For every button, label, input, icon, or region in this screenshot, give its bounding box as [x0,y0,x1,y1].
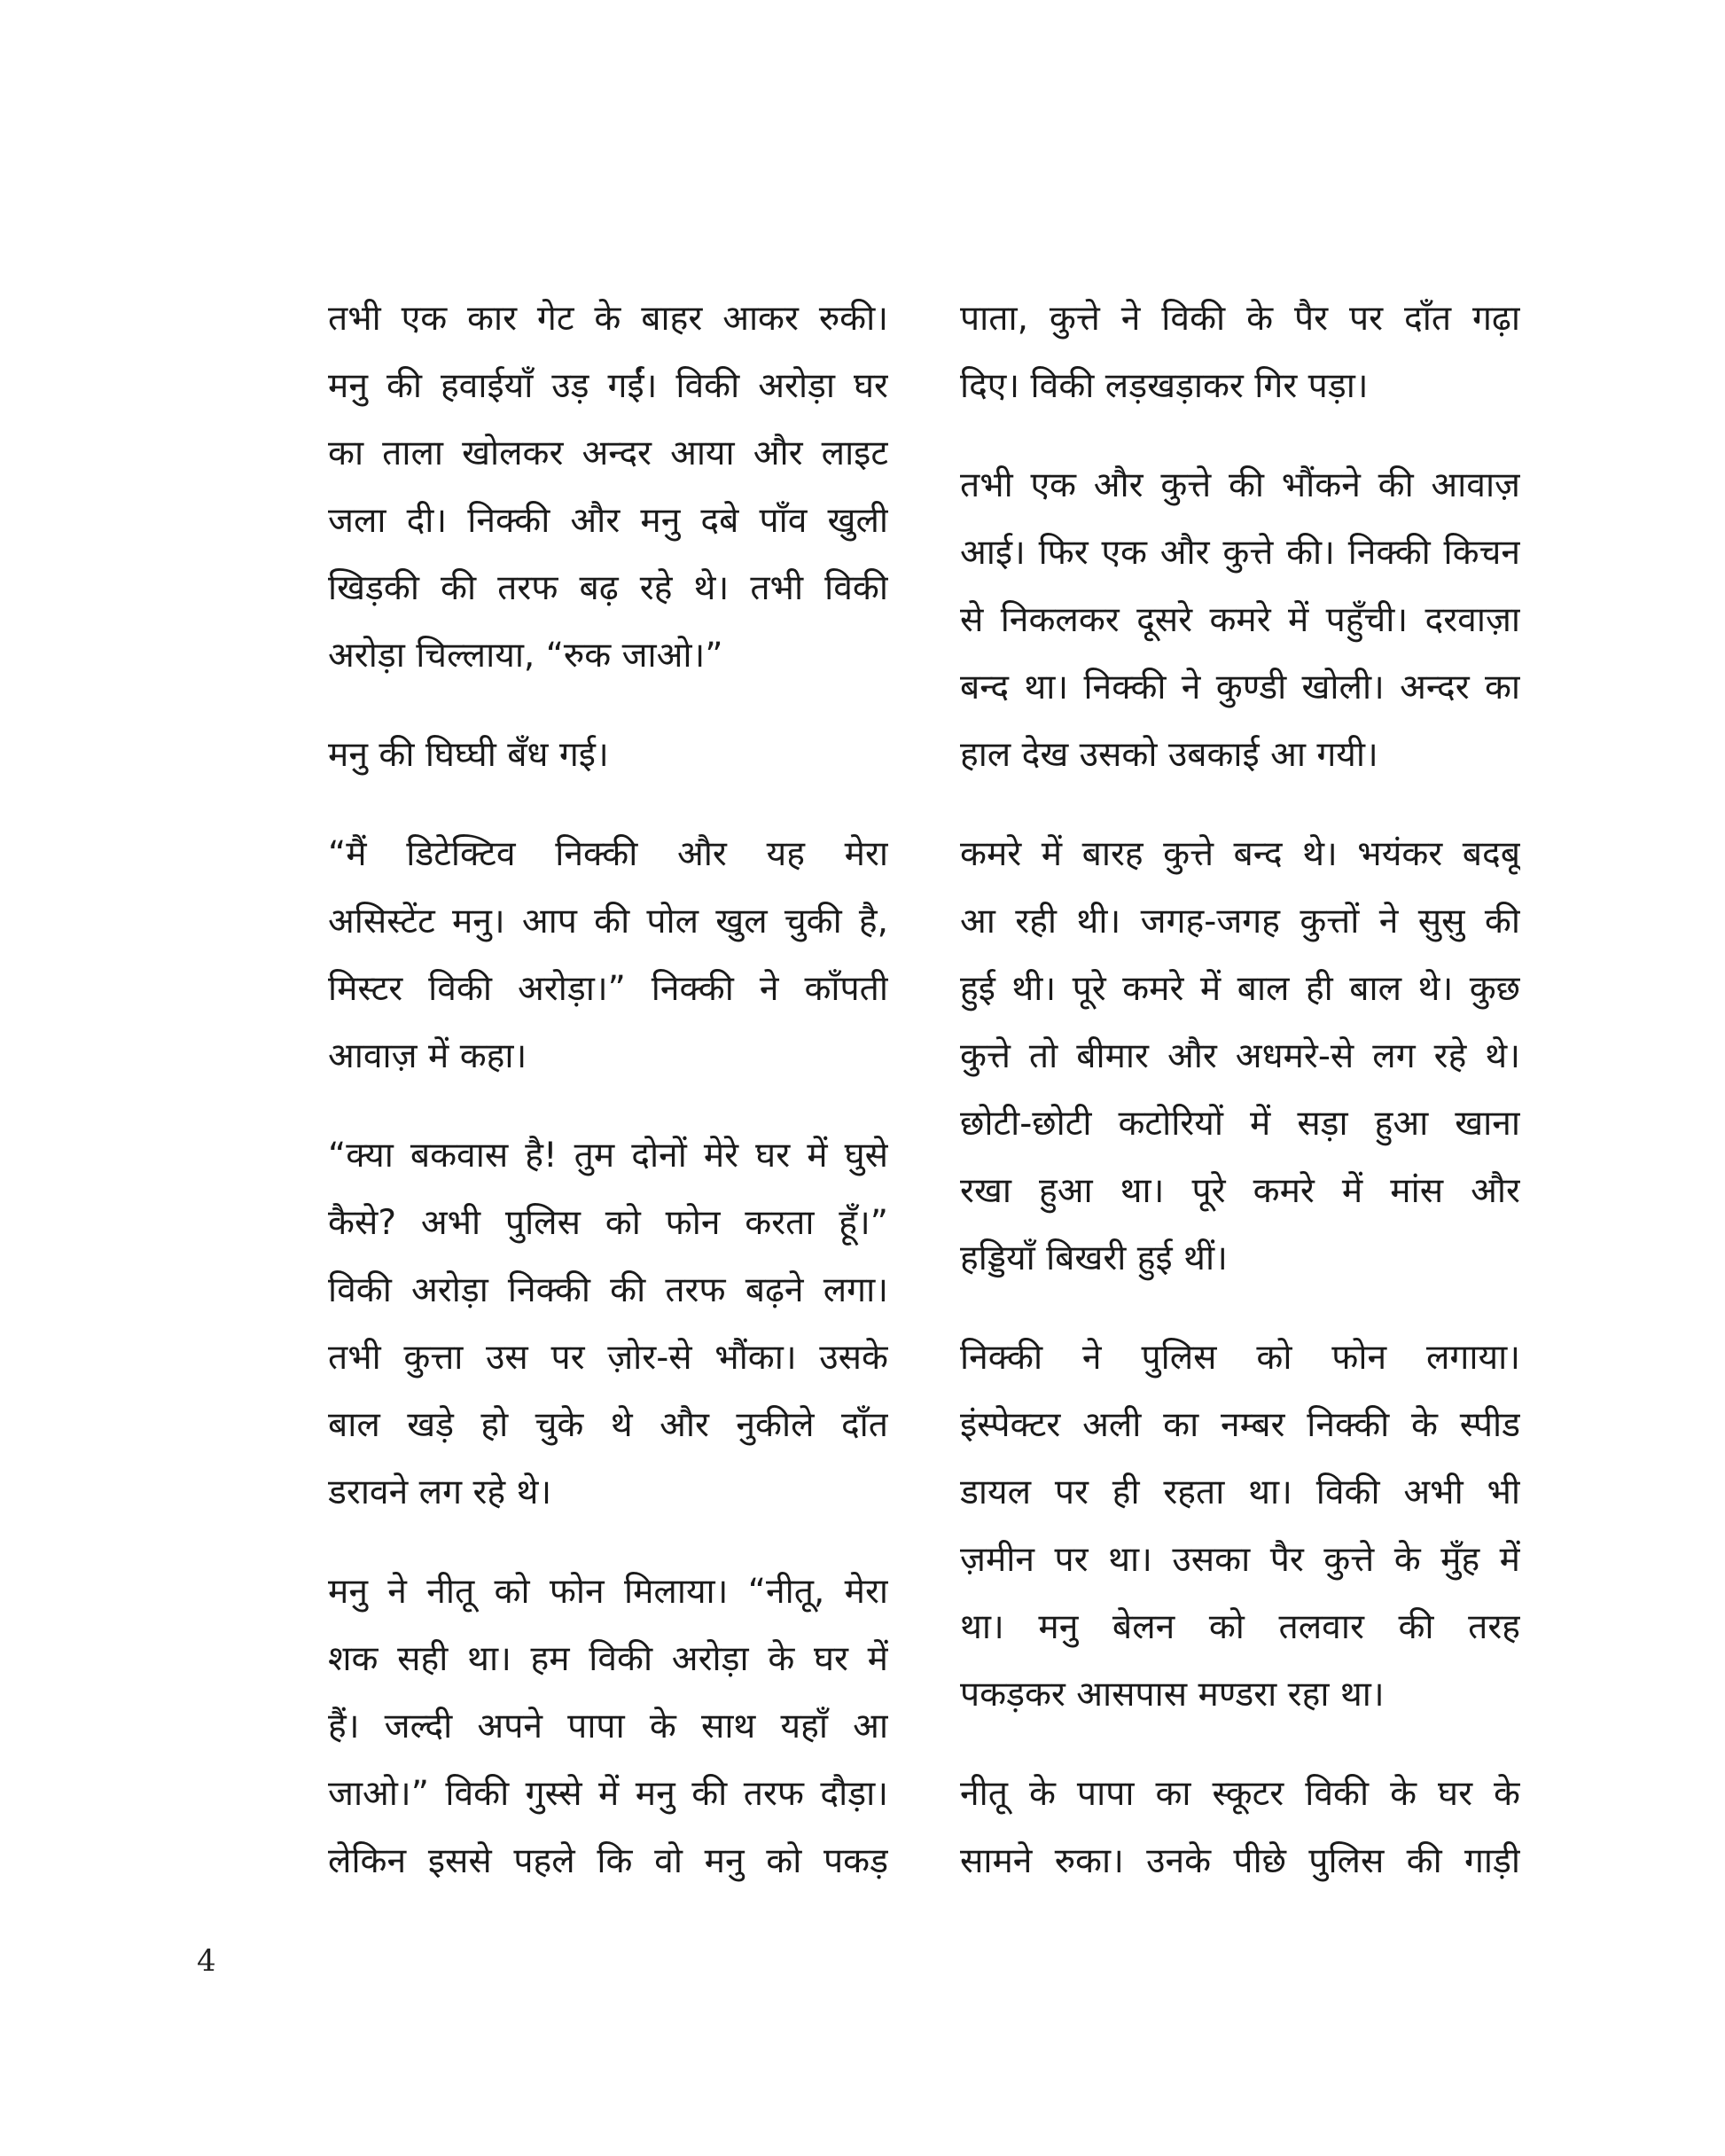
text-line: हैं। जल्दी अपने पापा के साथ यहाँ आ [328,1707,888,1746]
text-line: रखा हुआ था। पूरे कमरे में मांस और [960,1171,1520,1211]
text-line: तभी एक और कुत्ते की भौंकने की आवाज़ [960,465,1520,505]
text-line: मिस्टर विकी अरोड़ा।” निक्की ने काँपती [328,969,888,1009]
text-line: बन्द था। निक्की ने कुण्डी खोली। अन्दर का [960,668,1520,707]
text-line: बाल खड़े हो चुके थे और नुकीले दाँत [328,1405,888,1445]
text-line: खिड़की की तरफ बढ़ रहे थे। तभी विकी [328,568,888,608]
text-line: शक सही था। हम विकी अरोड़ा के घर में [328,1639,888,1679]
paragraph [960,821,1520,1293]
text-line: आ रही थी। जगह-जगह कुत्तों ने सुसु की [960,902,1520,941]
text-line: हुई थी। पूरे कमरे में बाल ही बाल थे। कुछ [960,969,1520,1009]
text-line: डरावने लग रहे थे। [328,1472,552,1512]
text-line: “मैं डिटेक्टिव निक्की और यह मेरा [328,834,888,874]
right-text-column [960,285,1520,1895]
text-line: मनु की हवाईयाँ उड़ गईं। विकी अरोड़ा घर [328,366,888,406]
paragraph [960,1761,1520,1895]
text-line: लेकिन इससे पहले कि वो मनु को पकड़ [328,1841,888,1881]
text-line: था। मनु बेलन को तलवार की तरह [960,1607,1520,1647]
text-line: हड्डियाँ बिखरी हुई थीं। [960,1238,1228,1278]
text-line: हाल देख उसको उबकाई आ गयी। [960,735,1378,775]
text-line: पाता, कुत्ते ने विकी के पैर पर दाँत गढ़ा [960,299,1520,339]
paragraph [328,1122,888,1527]
text-line: डायल पर ही रहता था। विकी अभी भी [960,1472,1520,1512]
left-text-column [328,285,888,1895]
paragraph [328,285,888,690]
text-line: जला दी। निक्की और मनु दबे पाँव खुली [328,501,888,541]
text-line: का ताला खोलकर अन्दर आया और लाइट [328,434,888,473]
text-line: इंस्पेक्टर अली का नम्बर निक्की के स्पीड [960,1405,1520,1445]
text-line: नीतू के पापा का स्कूटर विकी के घर के [960,1774,1520,1814]
page-number: 4 [197,1943,216,1979]
text-line: कमरे में बारह कुत्ते बन्द थे। भयंकर बदबू [960,834,1520,874]
text-line: मनु ने नीतू को फोन मिलाया। “नीतू, मेरा [328,1572,888,1612]
text-line: तभी एक कार गेट के बाहर आकर रुकी। [328,299,888,339]
paragraph [328,1558,888,1895]
text-line: विकी अरोड़ा निक्की की तरफ बढ़ने लगा। [328,1270,888,1310]
text-line: दिए। विकी लड़खड़ाकर गिर पड़ा। [960,366,1369,406]
text-line: से निकलकर दूसरे कमरे में पहुँची। दरवाज़ा [960,600,1520,640]
text-line: आई। फिर एक और कुत्ते की। निक्की किचन [960,533,1520,573]
text-line: निक्की ने पुलिस को फोन लगाया। [960,1338,1520,1378]
paragraph [960,285,1520,420]
paragraph [328,821,888,1090]
text-line: सामने रुका। उनके पीछे पुलिस की गाड़ी [960,1841,1520,1881]
text-line: छोटी-छोटी कटोरियों में सड़ा हुआ खाना [960,1104,1520,1144]
text-line: पकड़कर आसपास मण्डरा रहा था। [960,1675,1385,1715]
paragraph [328,722,888,789]
text-line: कैसे? अभी पुलिस को फोन करता हूँ।” [328,1203,888,1243]
text-line: अरोड़ा चिल्लाया, “रुक जाओ।” [328,636,723,676]
text-line: ज़मीन पर था। उसका पैर कुत्ते के मुँह में [960,1540,1520,1580]
text-line: आवाज़ में कहा। [328,1036,527,1076]
paragraph [960,452,1520,789]
text-line: तभी कुत्ता उस पर ज़ोर-से भौंका। उसके [328,1338,888,1378]
text-line: मनु की घिघ्घी बँध गई। [328,735,609,775]
paragraph [960,1324,1520,1729]
text-line: जाओ।” विकी गुस्से में मनु की तरफ दौड़ा। [328,1774,888,1814]
text-line: “क्या बकवास है! तुम दोनों मेरे घर में घुसे [328,1136,888,1176]
text-line: कुत्ते तो बीमार और अधमरे-से लग रहे थे। [960,1036,1520,1076]
text-line: असिस्टेंट मनु। आप की पोल खुल चुकी है, [328,902,888,941]
